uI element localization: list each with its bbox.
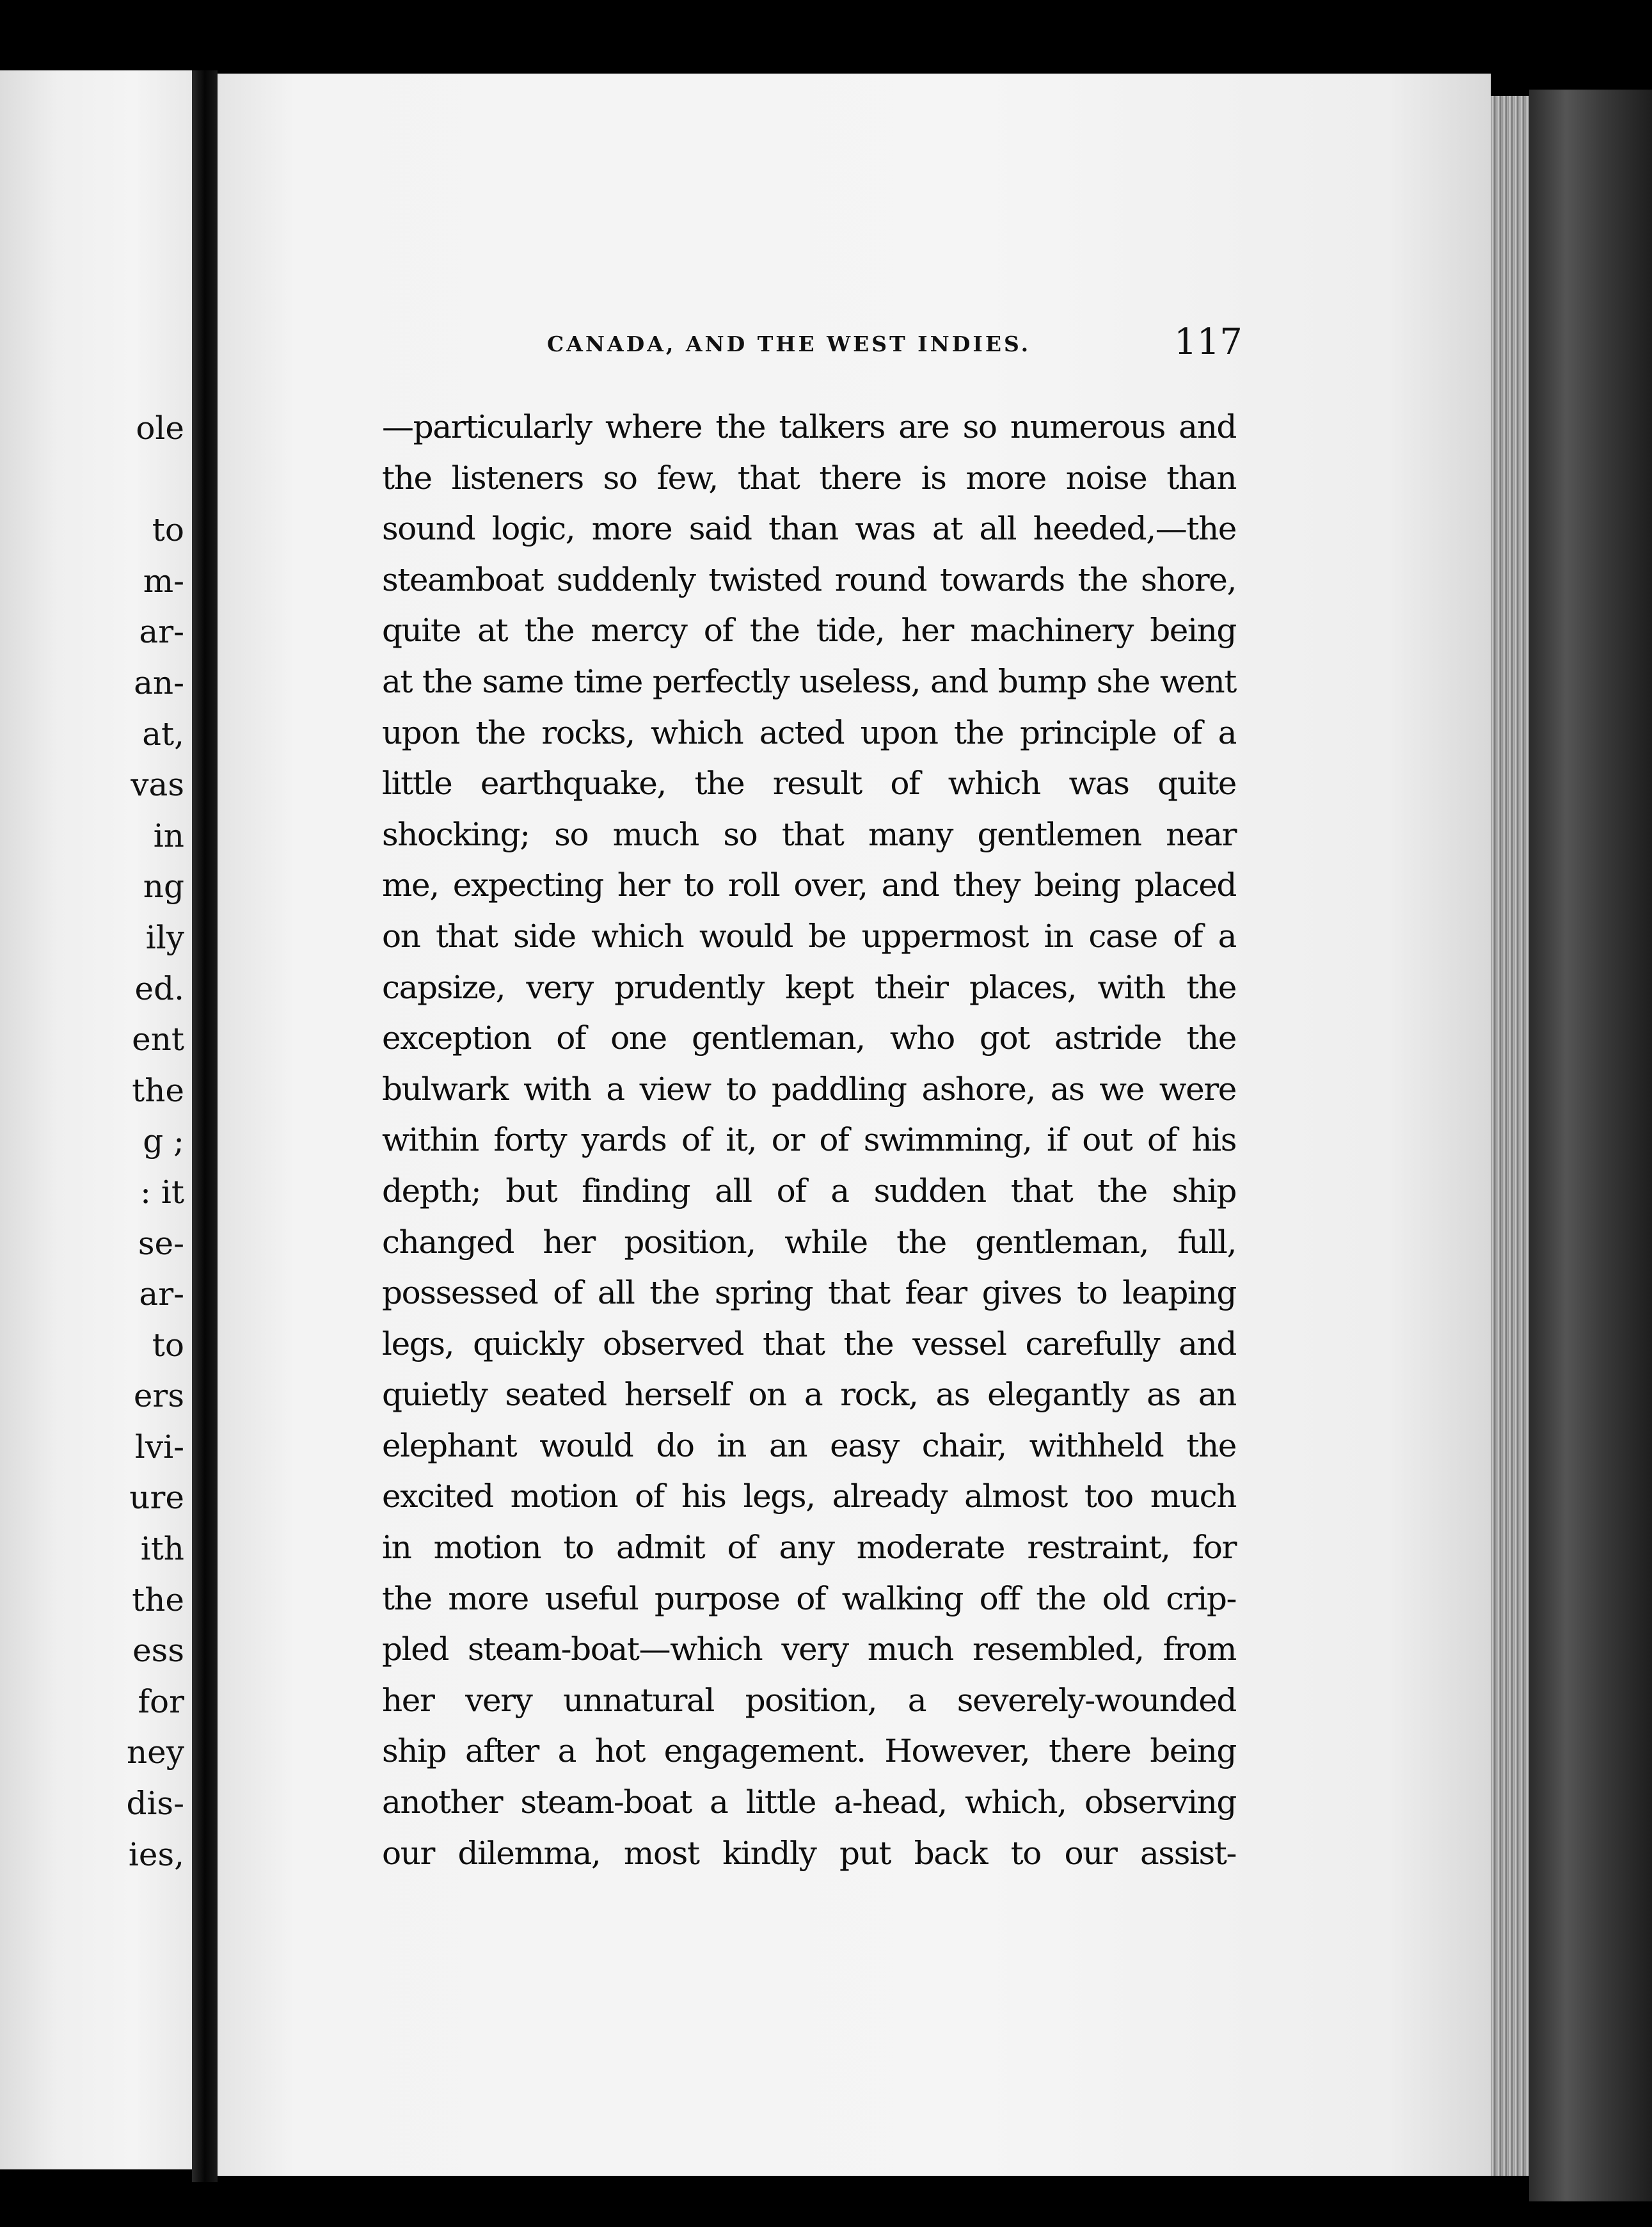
page-number: 117 [1174,321,1243,363]
text-line: elephant would do in an easy chair, withheld the [382,1426,1236,1464]
text-line: capsize, very prudently kept their places, with the [382,968,1236,1006]
previous-page-line-fragment: ily [145,918,184,956]
text-line: little earthquake, the result of which was quite [382,765,1236,802]
previous-page-line-fragment: ure [129,1479,184,1517]
previous-page-line-fragment: ney [126,1734,184,1771]
previous-page-line-fragment: to [152,1326,184,1364]
previous-page-line-fragment: ar- [139,1275,184,1313]
text-line: ship after a hot engagement. However, there being [382,1732,1236,1770]
previous-page-text [126,403,184,1880]
body-text [382,402,1236,1879]
previous-page-line-fragment: se- [138,1224,184,1262]
text-line: within forty yards of it, or of swimming, if out of his [382,1121,1236,1159]
text-line: upon the rocks, which acted upon the principle of a [382,714,1236,751]
text-line: exception of one gentleman, who got astride the [382,1019,1236,1057]
previous-page-line-fragment: dis- [126,1785,184,1823]
previous-page-line-fragment: ent [132,1021,184,1058]
previous-page-line-fragment: for [138,1682,184,1720]
text-line: changed her position, while the gentleman, full, [382,1223,1236,1261]
text-line: on that side which would be uppermost in case of a [382,917,1236,955]
text-line: me, expecting her to roll over, and they being placed [382,866,1236,904]
previous-page-line-fragment: in [153,817,184,854]
text-line: pled steam-boat—which very much resembled, from [382,1631,1236,1668]
previous-page-line-fragment: an- [134,664,184,701]
previous-page-line-fragment: ole [136,410,184,447]
previous-page-line-fragment: to [152,511,184,549]
text-line: —particularly where the talkers are so numerous and [382,408,1236,445]
text-line: bulwark with a view to paddling ashore, as we were [382,1070,1236,1108]
previous-page-line-fragment: ar- [139,613,184,651]
book-cover-edge [1529,90,1652,2201]
previous-page-line-fragment: ng [143,868,184,906]
text-line: in motion to admit of any moderate restraint, for [382,1529,1236,1567]
text-line: excited motion of his legs, already almost too much [382,1478,1236,1515]
previous-page-line-fragment: at, [142,715,184,753]
text-line: depth; but finding all of a sudden that the ship [382,1172,1236,1209]
previous-page-line-fragment: ers [133,1377,184,1415]
previous-page-line-fragment: the [132,1071,184,1109]
text-line: her very unnatural position, a severely-wounded [382,1681,1236,1719]
text-line: at the same time perfectly useless, and bump she went [382,662,1236,700]
book-gutter [192,70,218,2182]
previous-page-line-fragment: ith [140,1530,184,1568]
text-line: legs, quickly observed that the vessel carefully and [382,1325,1236,1362]
previous-page-line-fragment: : it [140,1173,184,1211]
previous-page-line-fragment: g ; [143,1122,184,1160]
text-line: steamboat suddenly twisted round towards the shore, [382,561,1236,598]
previous-page-line-fragment: ies, [128,1835,184,1873]
text-line: possessed of all the spring that fear gives to leaping [382,1274,1236,1312]
previous-page-line-fragment: ess [132,1632,184,1670]
text-line: shocking; so much so that many gentlemen near [382,815,1236,853]
previous-page-line-fragment: lvi- [134,1428,184,1465]
text-line: sound logic, more said than was at all heeded,—the [382,510,1236,548]
previous-page [0,70,192,2169]
text-line: the more useful purpose of walking off the old crip- [382,1579,1236,1617]
text-line: quietly seated herself on a rock, as elegantly as an [382,1376,1236,1414]
text-line: another steam-boat a little a-head, which, observing [382,1784,1236,1821]
previous-page-line-fragment: the [132,1581,184,1618]
text-line: our dilemma, most kindly put back to our assist- [382,1834,1236,1872]
previous-page-line-fragment: vas [131,766,184,804]
running-head: CANADA, AND THE WEST INDIES. [547,331,1031,356]
page-edges [1491,96,1529,2176]
text-line: the listeners so few, that there is more noise than [382,459,1236,497]
previous-page-line-fragment: m- [143,562,184,600]
previous-page-line-fragment: ed. [134,970,184,1007]
text-line: quite at the mercy of the tide, her machinery being [382,612,1236,650]
